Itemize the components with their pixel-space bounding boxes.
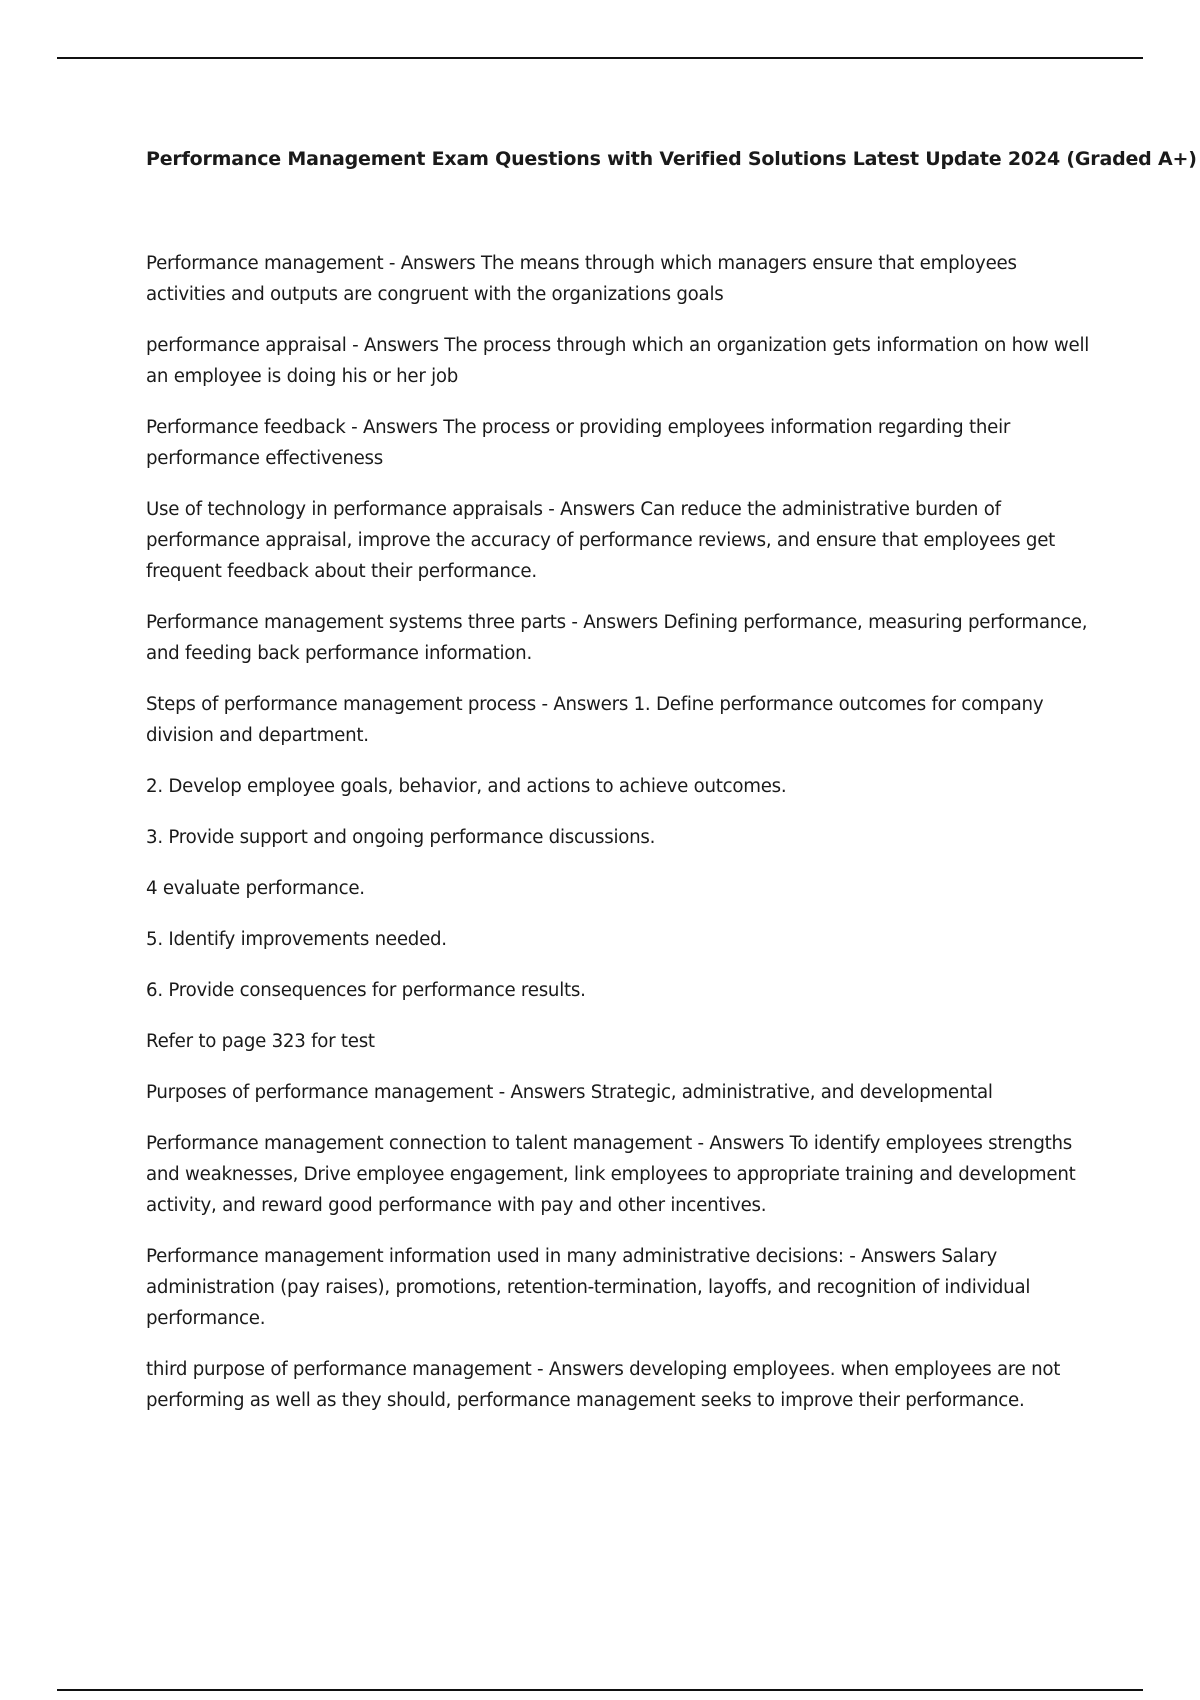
paragraph: performance appraisal - Answers The process through which an organization gets information on how well an employee is doing his or her job	[146, 335, 1090, 387]
paragraph: Performance management information used in many administrative decisions: - Answers Salary administration (pay raises), promotions, retention-termination, layoffs, and recognition of individual performance.	[146, 1246, 1031, 1329]
paragraph: Performance management systems three parts - Answers Defining performance, measuring performance, and feeding back performance information.	[146, 612, 1088, 664]
paragraph: Performance management connection to talent management - Answers To identify employees strengths and weaknesses, Drive employee engagement, link employees to appropriate training and development activity, and reward good performance with pay and other incentives.	[146, 1133, 1076, 1216]
paragraph: Use of technology in performance appraisals - Answers Can reduce the administrative burden of performance appraisal, improve the accuracy of performance reviews, and ensure that employees get frequent feedback about their performance.	[146, 499, 1056, 582]
paragraph: 6. Provide consequences for performance results.	[146, 980, 586, 1001]
bottom-rule	[57, 1689, 1143, 1691]
top-rule	[57, 57, 1143, 59]
paragraph: Refer to page 323 for test	[146, 1031, 375, 1052]
paragraph: Steps of performance management process - Answers 1. Define performance outcomes for company division and department.	[146, 694, 1044, 746]
paragraph: 4 evaluate performance.	[146, 878, 365, 899]
paragraph: Performance management - Answers The means through which managers ensure that employees activities and outputs are congruent with the organizations goals	[146, 253, 1017, 305]
document-body	[146, 248, 1096, 1436]
paragraph: Purposes of performance management - Answers Strategic, administrative, and developmental	[146, 1082, 993, 1103]
paragraph: 5. Identify improvements needed.	[146, 929, 447, 950]
document-title: Performance Management Exam Questions with Verified Solutions Latest Update 2024 (Graded A+)	[146, 148, 1197, 170]
paragraph: third purpose of performance management - Answers developing employees. when employees are not performing as well as they should, performance management seeks to improve their performance.	[146, 1359, 1061, 1411]
paragraph: 2. Develop employee goals, behavior, and actions to achieve outcomes.	[146, 776, 787, 797]
paragraph: 3. Provide support and ongoing performance discussions.	[146, 827, 656, 848]
paragraph: Performance feedback - Answers The process or providing employees information regarding their performance effectiveness	[146, 417, 1011, 469]
